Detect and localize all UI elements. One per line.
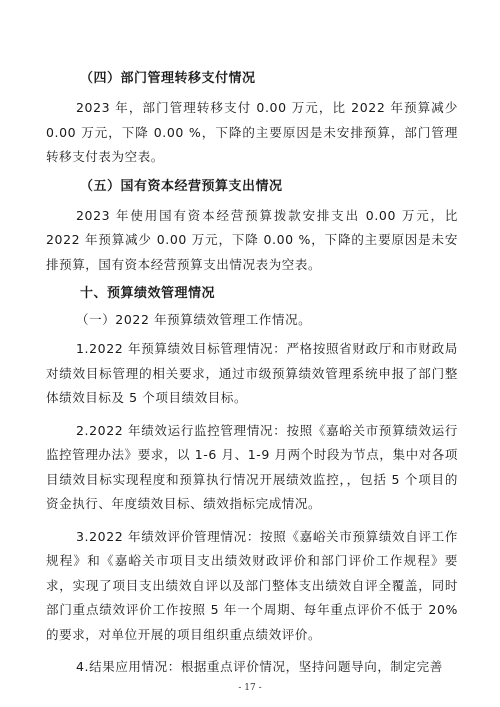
page-content: [46, 70, 458, 688]
paragraph-item-3-evaluation: 3.2022 年绩效评价管理情况：按照《嘉峪关市预算绩效自评工作规程》和《嘉峪关市项目支出绩效财政评价和部门评价工作规程》要求，实现了项目支出绩效自评以及部门整体支出绩效自评全覆盖，同时部门重点绩效评价工作按照 5 年一个周期、每年重点评价不低于 20% 的要求，对单位开展的项目组织重点绩效评价。: [46, 528, 458, 642]
subheading-2022-performance-work: （一）2022 年预算绩效管理工作情况。: [76, 312, 312, 327]
section-heading-transfer-payments: （四）部门管理转移支付情况: [80, 71, 256, 86]
paragraph-item-1-target-management: 1.2022 年预算绩效目标管理情况：严格按照省财政厅和市财政局对绩效目标管理的相关要求，通过市级预算绩效管理系统申报了部门整体绩效目标及 5 个项目绩效目标。: [46, 341, 458, 405]
section-heading-performance-management: 十、预算绩效管理情况: [80, 286, 216, 301]
paragraph-transfer-payments: 2023 年，部门管理转移支付 0.00 万元，比 2022 年预算减少 0.00 万元，下降 0.00 %，下降的主要原因是未安排预算，部门管理转移支付表为空表。: [46, 100, 458, 164]
section-heading-state-capital: （五）国有资本经营预算支出情况: [80, 178, 283, 194]
paragraph-state-capital: 2023 年使用国有资本经营预算拨款安排支出 0.00 万元，比 2022 年预算减少 0.00 万元，下降 0.00 %，下降的主要原因是未安排预算，国有资本经营预算支出情况表为空表。: [46, 207, 458, 272]
page-number: - 17 -: [238, 683, 262, 693]
paragraph-item-4-results-application: 4.结果应用情况：根据重点评价情况，坚持问题导向，制定完善: [76, 659, 443, 674]
paragraph-item-2-monitoring: 2.2022 年绩效运行监控管理情况：按照《嘉峪关市预算绩效运行监控管理办法》要求，以 1-6 月、1-9 月两个时段为节点，集中对各项目绩效目标实现程度和预算执行情况开展绩效监控，，包括 5 个项目的资金执行、年度绩效目标、绩效指标完成情况。: [46, 422, 458, 511]
